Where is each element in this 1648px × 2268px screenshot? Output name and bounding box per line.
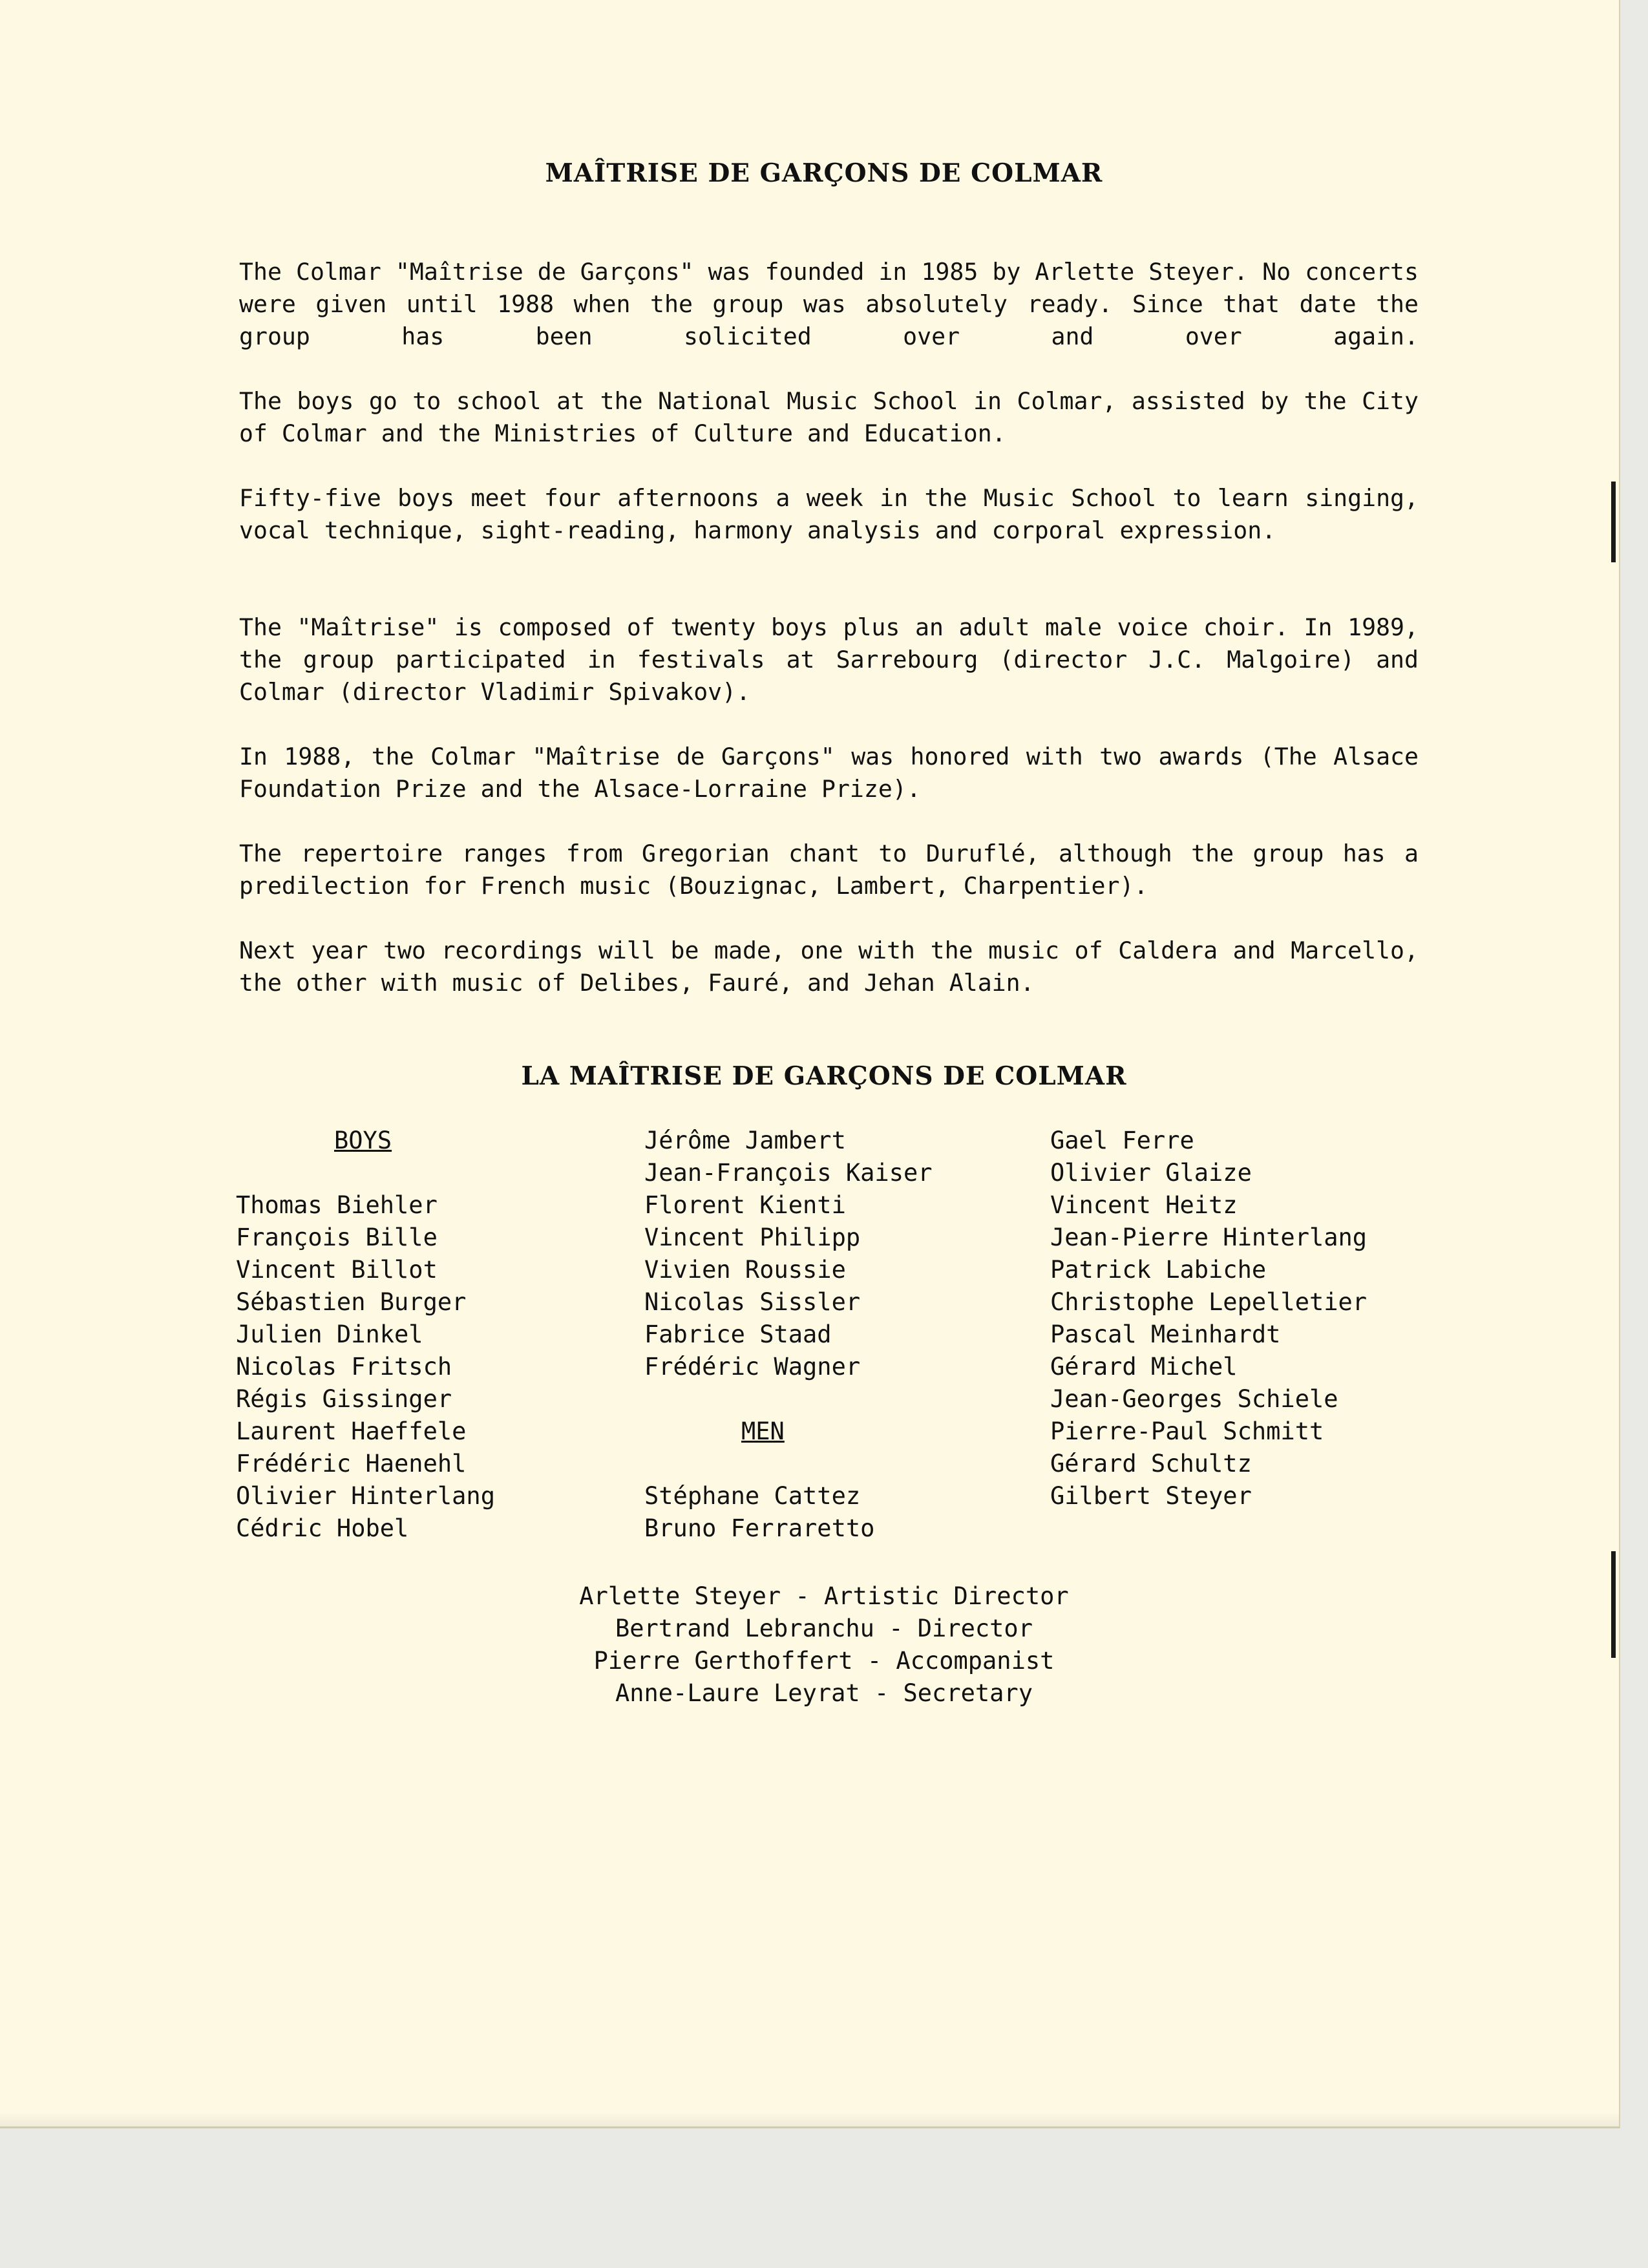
list-item: Nicolas Sissler xyxy=(644,1288,861,1316)
list-item: Frédéric Wagner xyxy=(644,1353,861,1381)
list-item: Gilbert Steyer xyxy=(1050,1482,1252,1510)
paragraph-founding: The Colmar "Maîtrise de Garçons" was founded in 1985 by Arlette Steyer. No concerts were given until 1988 when the group was absolutely ready. Since that date the group has been solicited over and over again. xyxy=(239,258,1419,350)
list-item: Olivier Hinterlang xyxy=(236,1482,495,1510)
list-item: Pierre-Paul Schmitt xyxy=(1050,1417,1324,1445)
list-item: Gérard Schultz xyxy=(1050,1450,1252,1478)
list-item: Régis Gissinger xyxy=(236,1385,452,1413)
list-item: Jérôme Jambert xyxy=(644,1127,846,1154)
list-item: Laurent Haeffele xyxy=(236,1417,467,1445)
list-item: Pascal Meinhardt xyxy=(1050,1320,1281,1348)
binding-mark xyxy=(1611,482,1616,562)
staff-credits xyxy=(0,1580,1648,1710)
list-item: Jean-Georges Schiele xyxy=(1050,1385,1338,1413)
paragraph-repertoire: The repertoire ranges from Gregorian chant to Duruflé, although the group has a predilection for French music (Bouzignac, Lambert, Charpentier). xyxy=(239,840,1419,900)
list-item: Cédric Hobel xyxy=(236,1514,409,1542)
paragraph-recordings: Next year two recordings will be made, one with the music of Caldera and Marcello, the other with music of Delibes, Fauré, and Jehan Alain. xyxy=(239,937,1419,997)
list-item: Stéphane Cattez xyxy=(644,1482,861,1510)
boys-heading: BOYS xyxy=(334,1127,392,1154)
roster-title: LA MAÎTRISE DE GARÇONS DE COLMAR xyxy=(521,1061,1127,1091)
roster-column-2 xyxy=(644,1125,933,1545)
paragraph-awards: In 1988, the Colmar "Maîtrise de Garçons" was honored with two awards (The Alsace Foundation Prize and the Alsace-Lorraine Prize). xyxy=(239,743,1419,803)
list-item: Jean-François Kaiser xyxy=(644,1159,933,1187)
roster-column-3 xyxy=(1050,1125,1367,1512)
list-item: Sébastien Burger xyxy=(236,1288,467,1316)
list-item: Vincent Philipp xyxy=(644,1224,861,1251)
list-item: Christophe Lepelletier xyxy=(1050,1288,1368,1316)
list-item: François Bille xyxy=(236,1224,438,1251)
list-item: Gérard Michel xyxy=(1050,1353,1238,1381)
paragraph-school: The boys go to school at the National Music School in Colmar, assisted by the City of Colmar and the Ministries of Culture and Education. xyxy=(239,387,1419,447)
paragraph-training: Fifty-five boys meet four afternoons a week in the Music School to learn singing, vocal technique, sight-reading, harmony analysis and corporal expression. xyxy=(239,484,1419,544)
list-item: Julien Dinkel xyxy=(236,1320,423,1348)
list-item: Florent Kienti xyxy=(644,1191,846,1219)
list-item: Olivier Glaize xyxy=(1050,1159,1252,1187)
list-item: Gael Ferre xyxy=(1050,1127,1194,1154)
list-item: Patrick Labiche xyxy=(1050,1256,1267,1284)
list-item: Jean-Pierre Hinterlang xyxy=(1050,1224,1368,1251)
roster-column-1 xyxy=(236,1125,495,1545)
staff-line: Anne-Laure Leyrat - Secretary xyxy=(615,1679,1033,1707)
paragraph-composition: The "Maîtrise" is composed of twenty boys plus an adult male voice choir. In 1989, the group participated in festivals at Sarrebourg (director J.C. Malgoire) and Colmar (director Vladimir Spivakov). xyxy=(239,613,1419,706)
list-item: Fabrice Staad xyxy=(644,1320,832,1348)
list-item: Vincent Billot xyxy=(236,1256,438,1284)
list-item: Vincent Heitz xyxy=(1050,1191,1238,1219)
list-item: Frédéric Haenehl xyxy=(236,1450,467,1478)
list-item: Vivien Roussie xyxy=(644,1256,846,1284)
list-item: Thomas Biehler xyxy=(236,1191,438,1219)
list-item: Bruno Ferraretto xyxy=(644,1514,875,1542)
men-heading: MEN xyxy=(741,1417,785,1445)
document-title: MAÎTRISE DE GARÇONS DE COLMAR xyxy=(545,158,1103,188)
list-item: Nicolas Fritsch xyxy=(236,1353,452,1381)
staff-line: Arlette Steyer - Artistic Director xyxy=(579,1582,1069,1610)
binding-mark xyxy=(1611,1551,1616,1658)
staff-line: Bertrand Lebranchu - Director xyxy=(615,1615,1033,1642)
staff-line: Pierre Gerthoffert - Accompanist xyxy=(593,1647,1055,1675)
